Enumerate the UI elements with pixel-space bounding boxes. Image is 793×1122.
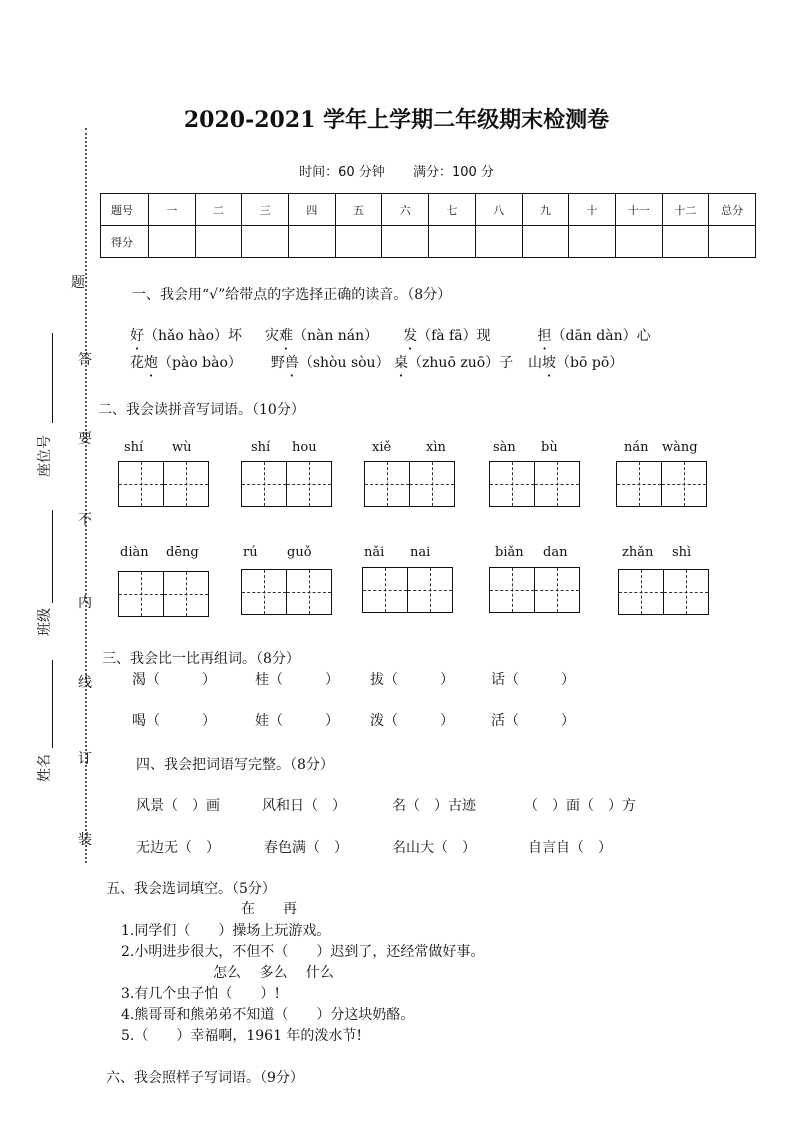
pinyin-syllable: wàng: [662, 440, 698, 455]
exam-meta: [0, 161, 793, 180]
seal-word: 线: [78, 675, 92, 691]
pinyin-syllable: nai: [410, 545, 431, 560]
page-title: 2020-2021 学年上学期二年级期末检测卷: [183, 107, 610, 133]
question-number: 十: [569, 194, 616, 226]
pinyin-syllable: dan: [543, 545, 568, 560]
class-label: 班级: [37, 608, 53, 636]
writing-boxes[interactable]: [118, 571, 209, 617]
seal-word: 内: [78, 595, 92, 611]
section1-row1: [130, 325, 651, 345]
writing-boxes[interactable]: [489, 567, 580, 613]
idiom-item[interactable]: 春色满（ ）: [264, 840, 348, 856]
score-table-header-row: [101, 194, 756, 226]
pinyin-syllable: bù: [541, 440, 558, 455]
seal-word: 不: [78, 512, 92, 528]
pinyin-syllable: rú: [243, 545, 258, 560]
idiom-item[interactable]: 名山大（ ）: [392, 840, 476, 856]
pinyin-choice-item[interactable]: 担（dān dàn）心: [537, 328, 651, 344]
section3-title: 三、我会比一比再组词。（8分）: [102, 651, 300, 667]
question-number: 三: [242, 194, 289, 226]
score-row-label: 得分: [101, 226, 149, 258]
score-cell[interactable]: [289, 226, 336, 258]
total-score-cell[interactable]: [709, 226, 756, 258]
section1-row2: [130, 352, 623, 372]
question-number: 五: [335, 194, 382, 226]
section6-title: 六、我会照样子写词语。（9分）: [106, 1070, 304, 1086]
pinyin-syllable: zhǎn: [622, 545, 654, 560]
pinyin-syllable: xìn: [426, 440, 446, 455]
pinyin-choice-item[interactable]: 花炮（pào bào）: [130, 355, 242, 371]
compare-item[interactable]: 娃（ ）: [255, 713, 339, 729]
question-number: 四: [289, 194, 336, 226]
seat-fill-line[interactable]: [52, 333, 53, 423]
question-number: 六: [382, 194, 429, 226]
idiom-item[interactable]: （ ）面（ ）方: [524, 798, 636, 814]
fill-question[interactable]: 1.同学们（ ）操场上玩游戏。: [121, 923, 331, 939]
pinyin-syllable: dēng: [166, 545, 199, 560]
seal-word: 装: [78, 832, 92, 848]
pinyin-syllable: hou: [292, 440, 317, 455]
pinyin-choice-item[interactable]: 山坡（bō pō）: [528, 355, 624, 371]
class-fill-line[interactable]: [52, 510, 53, 603]
writing-boxes[interactable]: [362, 567, 453, 613]
compare-item[interactable]: 话（ ）: [491, 672, 575, 688]
section2-title: 二、我会读拼音写词语。（10分）: [98, 402, 305, 418]
time-limit: 时间：60 分钟: [299, 165, 385, 180]
question-number: 十二: [662, 194, 709, 226]
pinyin-syllable: sàn: [493, 440, 516, 455]
word-choices: 怎么 多么 什么: [213, 965, 334, 981]
fill-question[interactable]: 5.（ ）幸福啊，1961 年的泼水节!: [121, 1028, 363, 1044]
pinyin-syllable: diàn: [120, 545, 149, 560]
compare-item[interactable]: 泼（ ）: [370, 713, 454, 729]
score-cell[interactable]: [522, 226, 569, 258]
fill-question[interactable]: 4.熊哥哥和熊弟弟不知道（ ）分这块奶酪。: [121, 1007, 415, 1023]
pinyin-choice-item[interactable]: 发（fà fā）现: [403, 328, 491, 344]
score-cell[interactable]: [429, 226, 476, 258]
full-score: 满分：100 分: [412, 165, 494, 180]
compare-item[interactable]: 渴（ ）: [132, 672, 216, 688]
name-fill-line[interactable]: [52, 660, 53, 748]
score-cell[interactable]: [242, 226, 289, 258]
seat-label: 座位号: [37, 435, 53, 477]
fill-question[interactable]: 2.小明进步很大，不但不（ ）迟到了，还经常做好事。: [121, 944, 485, 960]
pinyin-syllable: xiě: [372, 440, 392, 455]
section5-title: 五、我会选词填空。（5分）: [106, 881, 276, 897]
compare-item[interactable]: 桂（ ）: [255, 672, 339, 688]
pinyin-syllable: biǎn: [495, 545, 524, 560]
pinyin-choice-item[interactable]: 好（hǎo hào）坏: [130, 328, 243, 344]
score-cell[interactable]: [569, 226, 616, 258]
seal-word: 要: [78, 431, 92, 447]
score-cell[interactable]: [335, 226, 382, 258]
name-label: 姓名: [37, 754, 53, 782]
question-number: 九: [522, 194, 569, 226]
total-header: 总分: [709, 194, 756, 226]
compare-item[interactable]: 喝（ ）: [132, 713, 216, 729]
writing-boxes[interactable]: [618, 569, 709, 615]
seal-word: 订: [78, 751, 92, 767]
idiom-item[interactable]: 风景（ ）画: [136, 798, 220, 814]
word-choices: 在 再: [241, 901, 297, 917]
fill-question[interactable]: 3.有几个虫子怕（ ）!: [121, 986, 280, 1002]
pinyin-syllable: nǎi: [364, 545, 385, 560]
compare-item[interactable]: 拔（ ）: [370, 672, 454, 688]
writing-boxes[interactable]: [489, 461, 580, 507]
question-number: 十一: [615, 194, 662, 226]
pinyin-syllable: wù: [172, 440, 192, 455]
score-table-score-row: [101, 226, 756, 258]
compare-item[interactable]: 活（ ）: [491, 713, 575, 729]
idiom-item[interactable]: 名（ ）古迹: [392, 798, 476, 814]
section4-title: 四、我会把词语写完整。（8分）: [136, 757, 334, 773]
seal-word: 答: [78, 352, 92, 368]
pinyin-syllable: shí: [251, 440, 271, 455]
idiom-item[interactable]: 自言自（ ）: [528, 840, 612, 856]
score-table: [100, 193, 756, 258]
question-number: 七: [429, 194, 476, 226]
question-number: 二: [195, 194, 242, 226]
score-cell[interactable]: [615, 226, 662, 258]
score-cell[interactable]: [662, 226, 709, 258]
pinyin-syllable: nán: [624, 440, 649, 455]
writing-boxes[interactable]: [364, 461, 455, 507]
pinyin-syllable: shì: [672, 545, 692, 560]
seal-word: 题: [71, 275, 85, 291]
question-number: 一: [149, 194, 196, 226]
idiom-item[interactable]: 风和日（ ）: [262, 798, 346, 814]
pinyin-choice-item[interactable]: 野兽（shòu sòu）: [270, 355, 390, 371]
pinyin-choice-item[interactable]: 灾难（nàn nán）: [264, 328, 379, 344]
question-number: 八: [475, 194, 522, 226]
pinyin-syllable: guǒ: [287, 545, 312, 560]
section1-title: 一、我会用“√”给带点的字选择正确的读音。（8分）: [132, 287, 452, 303]
writing-boxes[interactable]: [241, 569, 332, 615]
writing-boxes[interactable]: [616, 461, 707, 507]
score-table-header: 题号: [101, 194, 149, 226]
score-cell[interactable]: [149, 226, 196, 258]
idiom-item[interactable]: 无边无（ ）: [136, 840, 220, 856]
score-cell[interactable]: [475, 226, 522, 258]
writing-boxes[interactable]: [118, 461, 209, 507]
pinyin-choice-item[interactable]: 桌（zhuō zuō）子: [394, 355, 514, 371]
score-cell[interactable]: [382, 226, 429, 258]
pinyin-syllable: shí: [124, 440, 144, 455]
score-cell[interactable]: [195, 226, 242, 258]
writing-boxes[interactable]: [241, 461, 332, 507]
